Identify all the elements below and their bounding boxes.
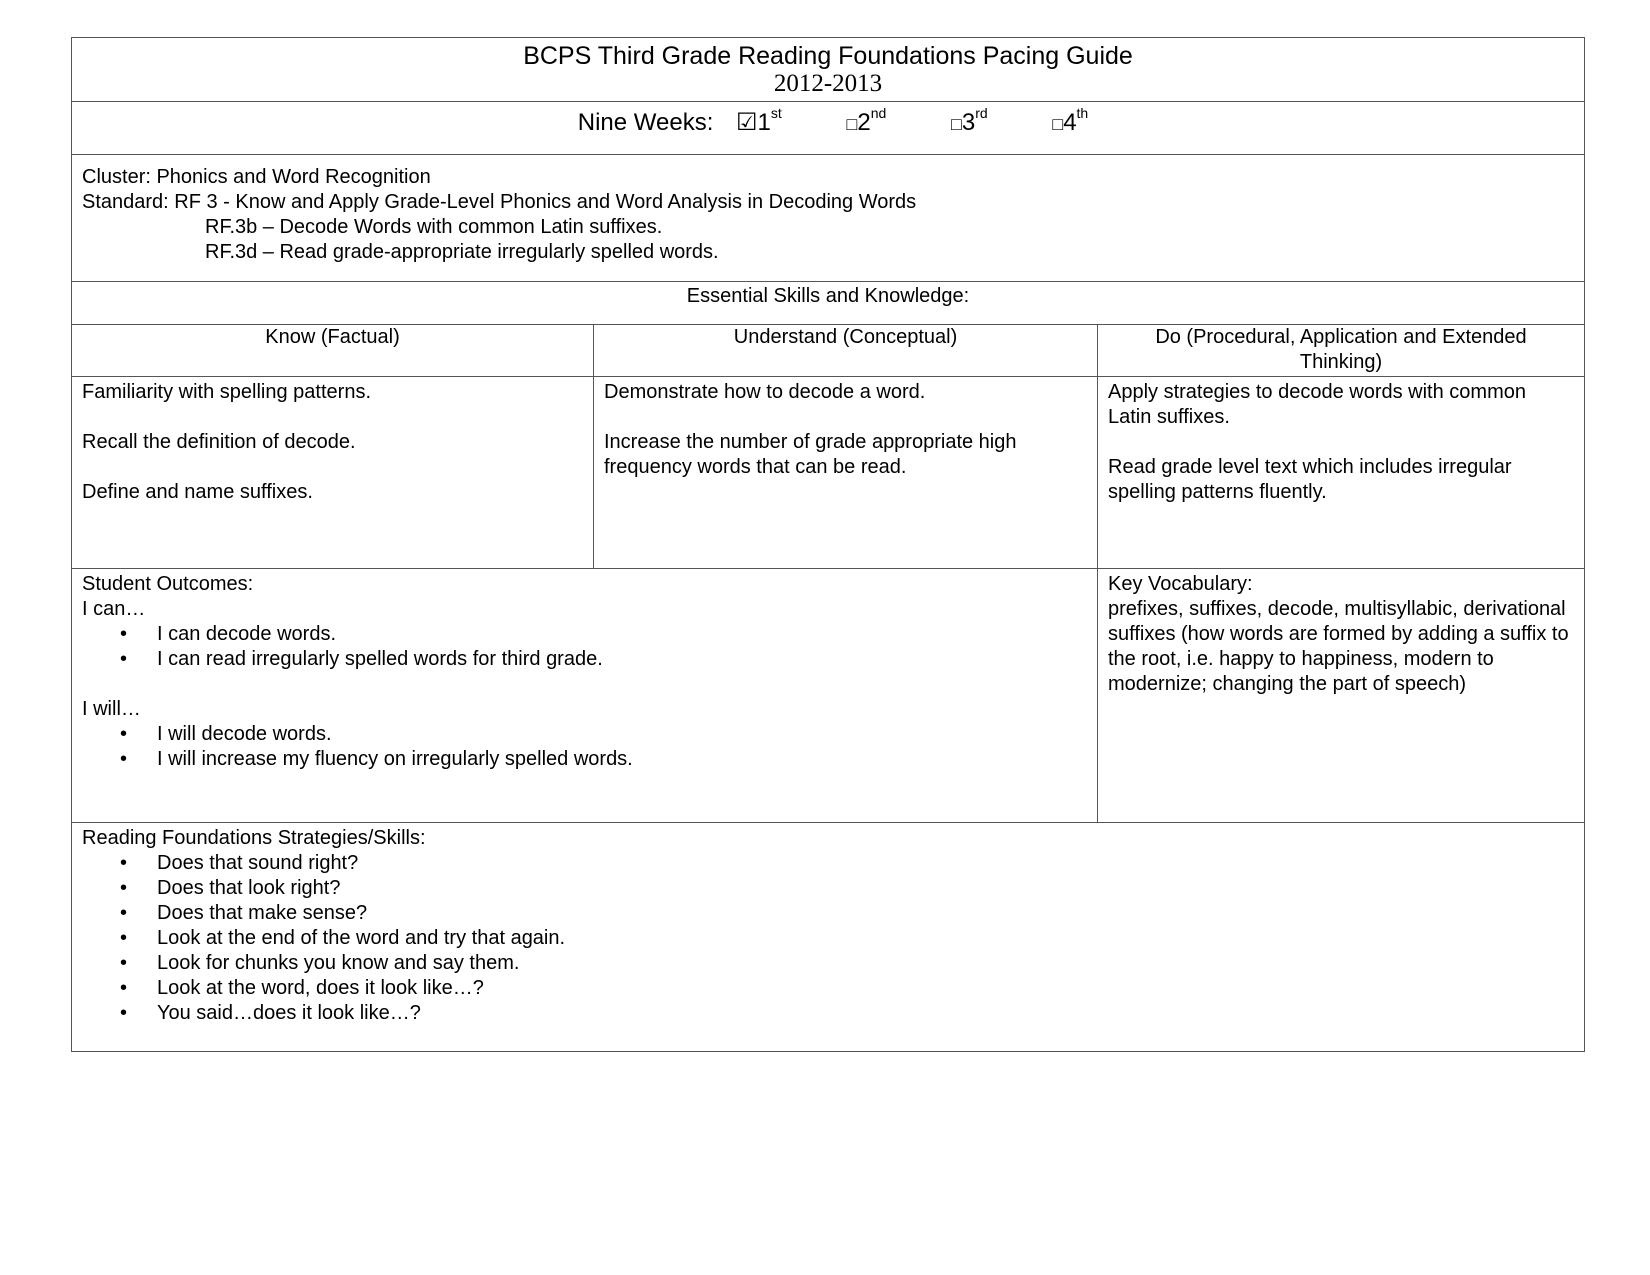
i-will-list bbox=[82, 722, 1087, 772]
list-item: • Does that look right? bbox=[82, 876, 1584, 901]
school-year: 2012-2013 bbox=[773, 70, 883, 97]
week-option-1: ☑1st bbox=[736, 105, 782, 136]
essential-skills-heading-row bbox=[72, 282, 1584, 325]
i-can-list bbox=[82, 622, 1087, 672]
week-option-3: □3rd bbox=[950, 105, 988, 136]
understand-header: Understand (Conceptual) bbox=[594, 325, 1098, 376]
title-block bbox=[72, 38, 1584, 102]
list-item: • Does that make sense? bbox=[82, 901, 1584, 926]
unchecked-box-icon: □ bbox=[950, 114, 962, 134]
know-item: Familiarity with spelling patterns. bbox=[82, 381, 371, 403]
strategies-row bbox=[72, 823, 1584, 1051]
unchecked-box-icon: □ bbox=[1052, 114, 1064, 134]
do-header: Do (Procedural, Application and Extended Thinking) bbox=[1155, 326, 1527, 373]
list-item: • I can decode words. bbox=[82, 622, 1087, 647]
student-outcomes-heading: Student Outcomes: bbox=[82, 573, 254, 595]
do-cell bbox=[1098, 377, 1584, 568]
list-item: • I will decode words. bbox=[82, 722, 1087, 747]
essential-skills-heading: Essential Skills and Knowledge: bbox=[686, 285, 970, 307]
list-item: • Look for chunks you know and say them. bbox=[82, 951, 1584, 976]
know-item: Define and name suffixes. bbox=[82, 481, 313, 503]
key-vocabulary-heading: Key Vocabulary: bbox=[1108, 573, 1253, 595]
standard-rf3d: RF.3d – Read grade-appropriate irregularly spelled words. bbox=[205, 241, 719, 263]
understand-cell bbox=[594, 377, 1098, 568]
i-will-label: I will… bbox=[82, 698, 141, 720]
list-item: • You said…does it look like…? bbox=[82, 1001, 1584, 1026]
know-header: Know (Factual) bbox=[72, 325, 594, 376]
understand-item: Demonstrate how to decode a word. bbox=[604, 381, 926, 403]
cluster-line: Cluster: Phonics and Word Recognition bbox=[82, 166, 431, 188]
strategies-heading: Reading Foundations Strategies/Skills: bbox=[82, 827, 426, 849]
standard-rf3b: RF.3b – Decode Words with common Latin suffixes. bbox=[205, 216, 663, 238]
know-cell bbox=[72, 377, 594, 568]
student-outcomes-cell bbox=[72, 569, 1098, 822]
i-can-label: I can… bbox=[82, 598, 146, 620]
week-option-2: □2nd bbox=[846, 105, 887, 136]
list-item: • Does that sound right? bbox=[82, 851, 1584, 876]
week-option-4: □4th bbox=[1052, 105, 1089, 136]
pacing-guide-table bbox=[71, 37, 1585, 1052]
do-item: Read grade level text which includes irregular spelling patterns fluently. bbox=[1108, 456, 1512, 503]
list-item: • Look at the word, does it look like…? bbox=[82, 976, 1584, 1001]
list-item: • I will increase my fluency on irregularly spelled words. bbox=[82, 747, 1087, 772]
key-vocabulary-cell bbox=[1098, 569, 1584, 822]
outcomes-vocabulary-row bbox=[72, 569, 1584, 823]
understand-item: Increase the number of grade appropriate high frequency words that can be read. bbox=[604, 431, 1017, 478]
list-item: • I can read irregularly spelled words for third grade. bbox=[82, 647, 1087, 672]
skills-content-row bbox=[72, 377, 1584, 569]
document-title: BCPS Third Grade Reading Foundations Pacing Guide bbox=[523, 42, 1133, 70]
checked-box-icon: ☑ bbox=[736, 109, 758, 136]
skills-header-row bbox=[72, 325, 1584, 377]
list-item: • Look at the end of the word and try that again. bbox=[82, 926, 1584, 951]
cluster-standard-block bbox=[72, 155, 1584, 282]
strategies-list bbox=[82, 851, 1584, 1026]
do-item: Apply strategies to decode words with common Latin suffixes. bbox=[1108, 381, 1526, 428]
standard-line: Standard: RF 3 - Know and Apply Grade-Level Phonics and Word Analysis in Decoding Words bbox=[82, 191, 917, 213]
key-vocabulary-text: prefixes, suffixes, decode, multisyllabic, derivational suffixes (how words are formed by adding a suffix to the root, i.e. happy to happiness, modern to modernize; changing the part of speech) bbox=[1108, 598, 1569, 695]
know-item: Recall the definition of decode. bbox=[82, 431, 356, 453]
nine-weeks-label: Nine Weeks: bbox=[577, 109, 714, 136]
nine-weeks-row bbox=[72, 102, 1584, 155]
unchecked-box-icon: □ bbox=[846, 114, 858, 134]
